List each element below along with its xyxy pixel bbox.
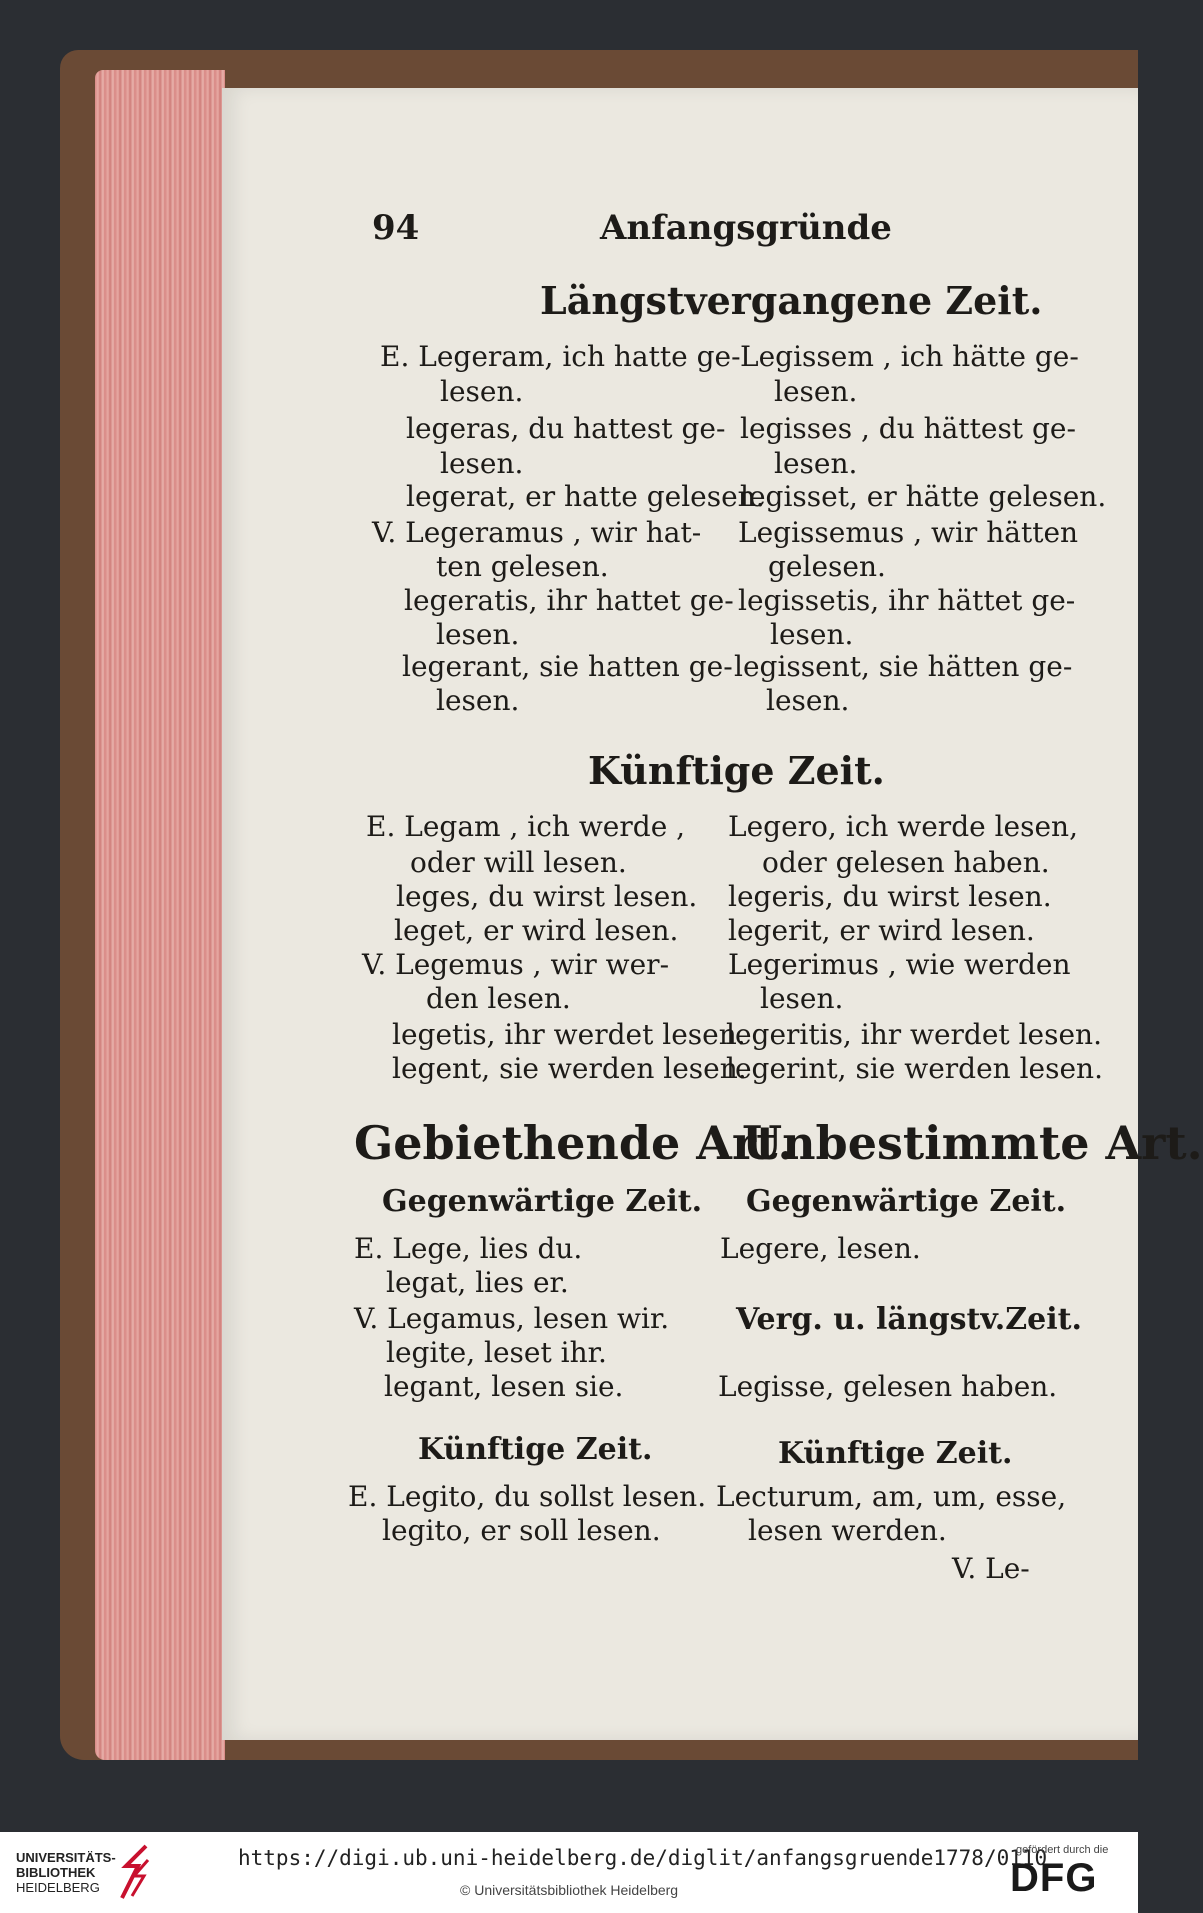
list-item: lesen werden.: [748, 1514, 947, 1547]
subheading-perfect-right: Verg. u. längstv.Zeit.: [736, 1302, 1082, 1337]
table-cell: legent, sie werden lesen.: [392, 1052, 747, 1085]
table-cell: E. Legeram, ich hatte ge-: [380, 340, 741, 373]
logo-line: UNIVERSITÄTS-: [16, 1850, 116, 1865]
list-item: legat, lies er.: [386, 1266, 569, 1299]
table-cell: lesen.: [774, 375, 858, 408]
table-cell: V. Legemus , wir wer-: [362, 948, 670, 981]
table-cell: oder will lesen.: [410, 846, 627, 879]
table-cell: V. Legeramus , wir hat-: [372, 516, 702, 549]
heading-infinitive: Unbestimmte Art.: [742, 1116, 1203, 1170]
list-item: E. Lege, lies du.: [354, 1232, 583, 1265]
table-cell: legerant, sie hatten ge-: [402, 650, 733, 683]
table-cell: Legissem , ich hätte ge-: [740, 340, 1079, 373]
list-item: legito, er soll lesen.: [382, 1514, 661, 1547]
permalink-url[interactable]: https://digi.ub.uni-heidelberg.de/diglit/anfangsgruende1778/0110: [238, 1846, 1048, 1870]
table-cell: lesen.: [774, 447, 858, 480]
table-cell: Legerimus , wie werden: [728, 948, 1071, 981]
section-title-plusquamperfect: Längstvergangene Zeit.: [540, 278, 1043, 323]
funding-note: gefördert durch die: [1016, 1844, 1109, 1856]
table-cell: legeras, du hattest ge-: [406, 412, 726, 445]
logo-line: HEIDELBERG: [16, 1880, 100, 1895]
viewer-footer: [0, 1832, 1138, 1913]
subheading-present-left: Gegenwärtige Zeit.: [382, 1184, 703, 1219]
subheading-future-right: Künftige Zeit.: [778, 1436, 1013, 1471]
list-item: Lecturum, am, um, esse,: [716, 1480, 1067, 1513]
library-logo-text[interactable]: [16, 1850, 116, 1895]
table-cell: leget, er wird lesen.: [394, 914, 679, 947]
table-cell: lesen.: [440, 375, 524, 408]
copyright-notice: © Universitätsbibliothek Heidelberg: [460, 1882, 679, 1898]
table-cell: den lesen.: [426, 982, 571, 1015]
catchword: V. Le-: [952, 1552, 1030, 1585]
dfg-logo: DFG: [1010, 1856, 1098, 1900]
table-cell: Legissemus , wir hätten: [738, 516, 1079, 549]
subheading-future-left: Künftige Zeit.: [418, 1432, 653, 1467]
list-item: E. Legito, du sollst lesen.: [348, 1480, 707, 1513]
table-cell: E. Legam , ich werde ,: [366, 810, 686, 843]
table-cell: legetis, ihr werdet lesen.: [392, 1018, 746, 1051]
infinitive-present: Legere, lesen.: [720, 1232, 921, 1265]
subheading-present-right: Gegenwärtige Zeit.: [746, 1184, 1067, 1219]
table-cell: legeris, du wirst lesen.: [728, 880, 1052, 913]
list-item: legite, leset ihr.: [386, 1336, 607, 1369]
table-cell: ten gelesen.: [436, 550, 609, 583]
table-cell: legissent, sie hätten ge-: [734, 650, 1073, 683]
table-cell: Legero, ich werde lesen,: [728, 810, 1078, 843]
table-cell: legerit, er wird lesen.: [728, 914, 1035, 947]
page-edges: [95, 70, 225, 1760]
table-cell: lesen.: [436, 618, 520, 651]
table-cell: lesen.: [436, 684, 520, 717]
table-cell: legerat, er hatte gelesen.: [406, 480, 765, 513]
list-item: V. Legamus, lesen wir.: [354, 1302, 670, 1335]
library-logo-icon: [116, 1842, 156, 1902]
table-cell: legeritis, ihr werdet lesen.: [726, 1018, 1102, 1051]
table-cell: oder gelesen haben.: [762, 846, 1050, 879]
table-cell: lesen.: [760, 982, 844, 1015]
table-cell: lesen.: [766, 684, 850, 717]
table-cell: leges, du wirst lesen.: [396, 880, 698, 913]
table-cell: legissetis, ihr hättet ge-: [738, 584, 1076, 617]
running-head: Anfangsgründe: [600, 208, 892, 248]
logo-line: BIBLIOTHEK: [16, 1865, 96, 1880]
section-title-futurum: Künftige Zeit.: [588, 748, 885, 793]
table-cell: lesen.: [770, 618, 854, 651]
table-cell: gelesen.: [768, 550, 886, 583]
table-cell: legisses , du hättest ge-: [740, 412, 1076, 445]
table-cell: legerint, sie werden lesen.: [726, 1052, 1103, 1085]
list-item: legant, lesen sie.: [384, 1370, 624, 1403]
table-cell: lesen.: [440, 447, 524, 480]
heading-imperative: Gebiethende Art.: [354, 1116, 794, 1170]
infinitive-perfect: Legisse, gelesen haben.: [718, 1370, 1058, 1403]
table-cell: legeratis, ihr hattet ge-: [404, 584, 734, 617]
page-number: 94: [372, 208, 420, 248]
table-cell: legisset, er hätte gelesen.: [740, 480, 1107, 513]
